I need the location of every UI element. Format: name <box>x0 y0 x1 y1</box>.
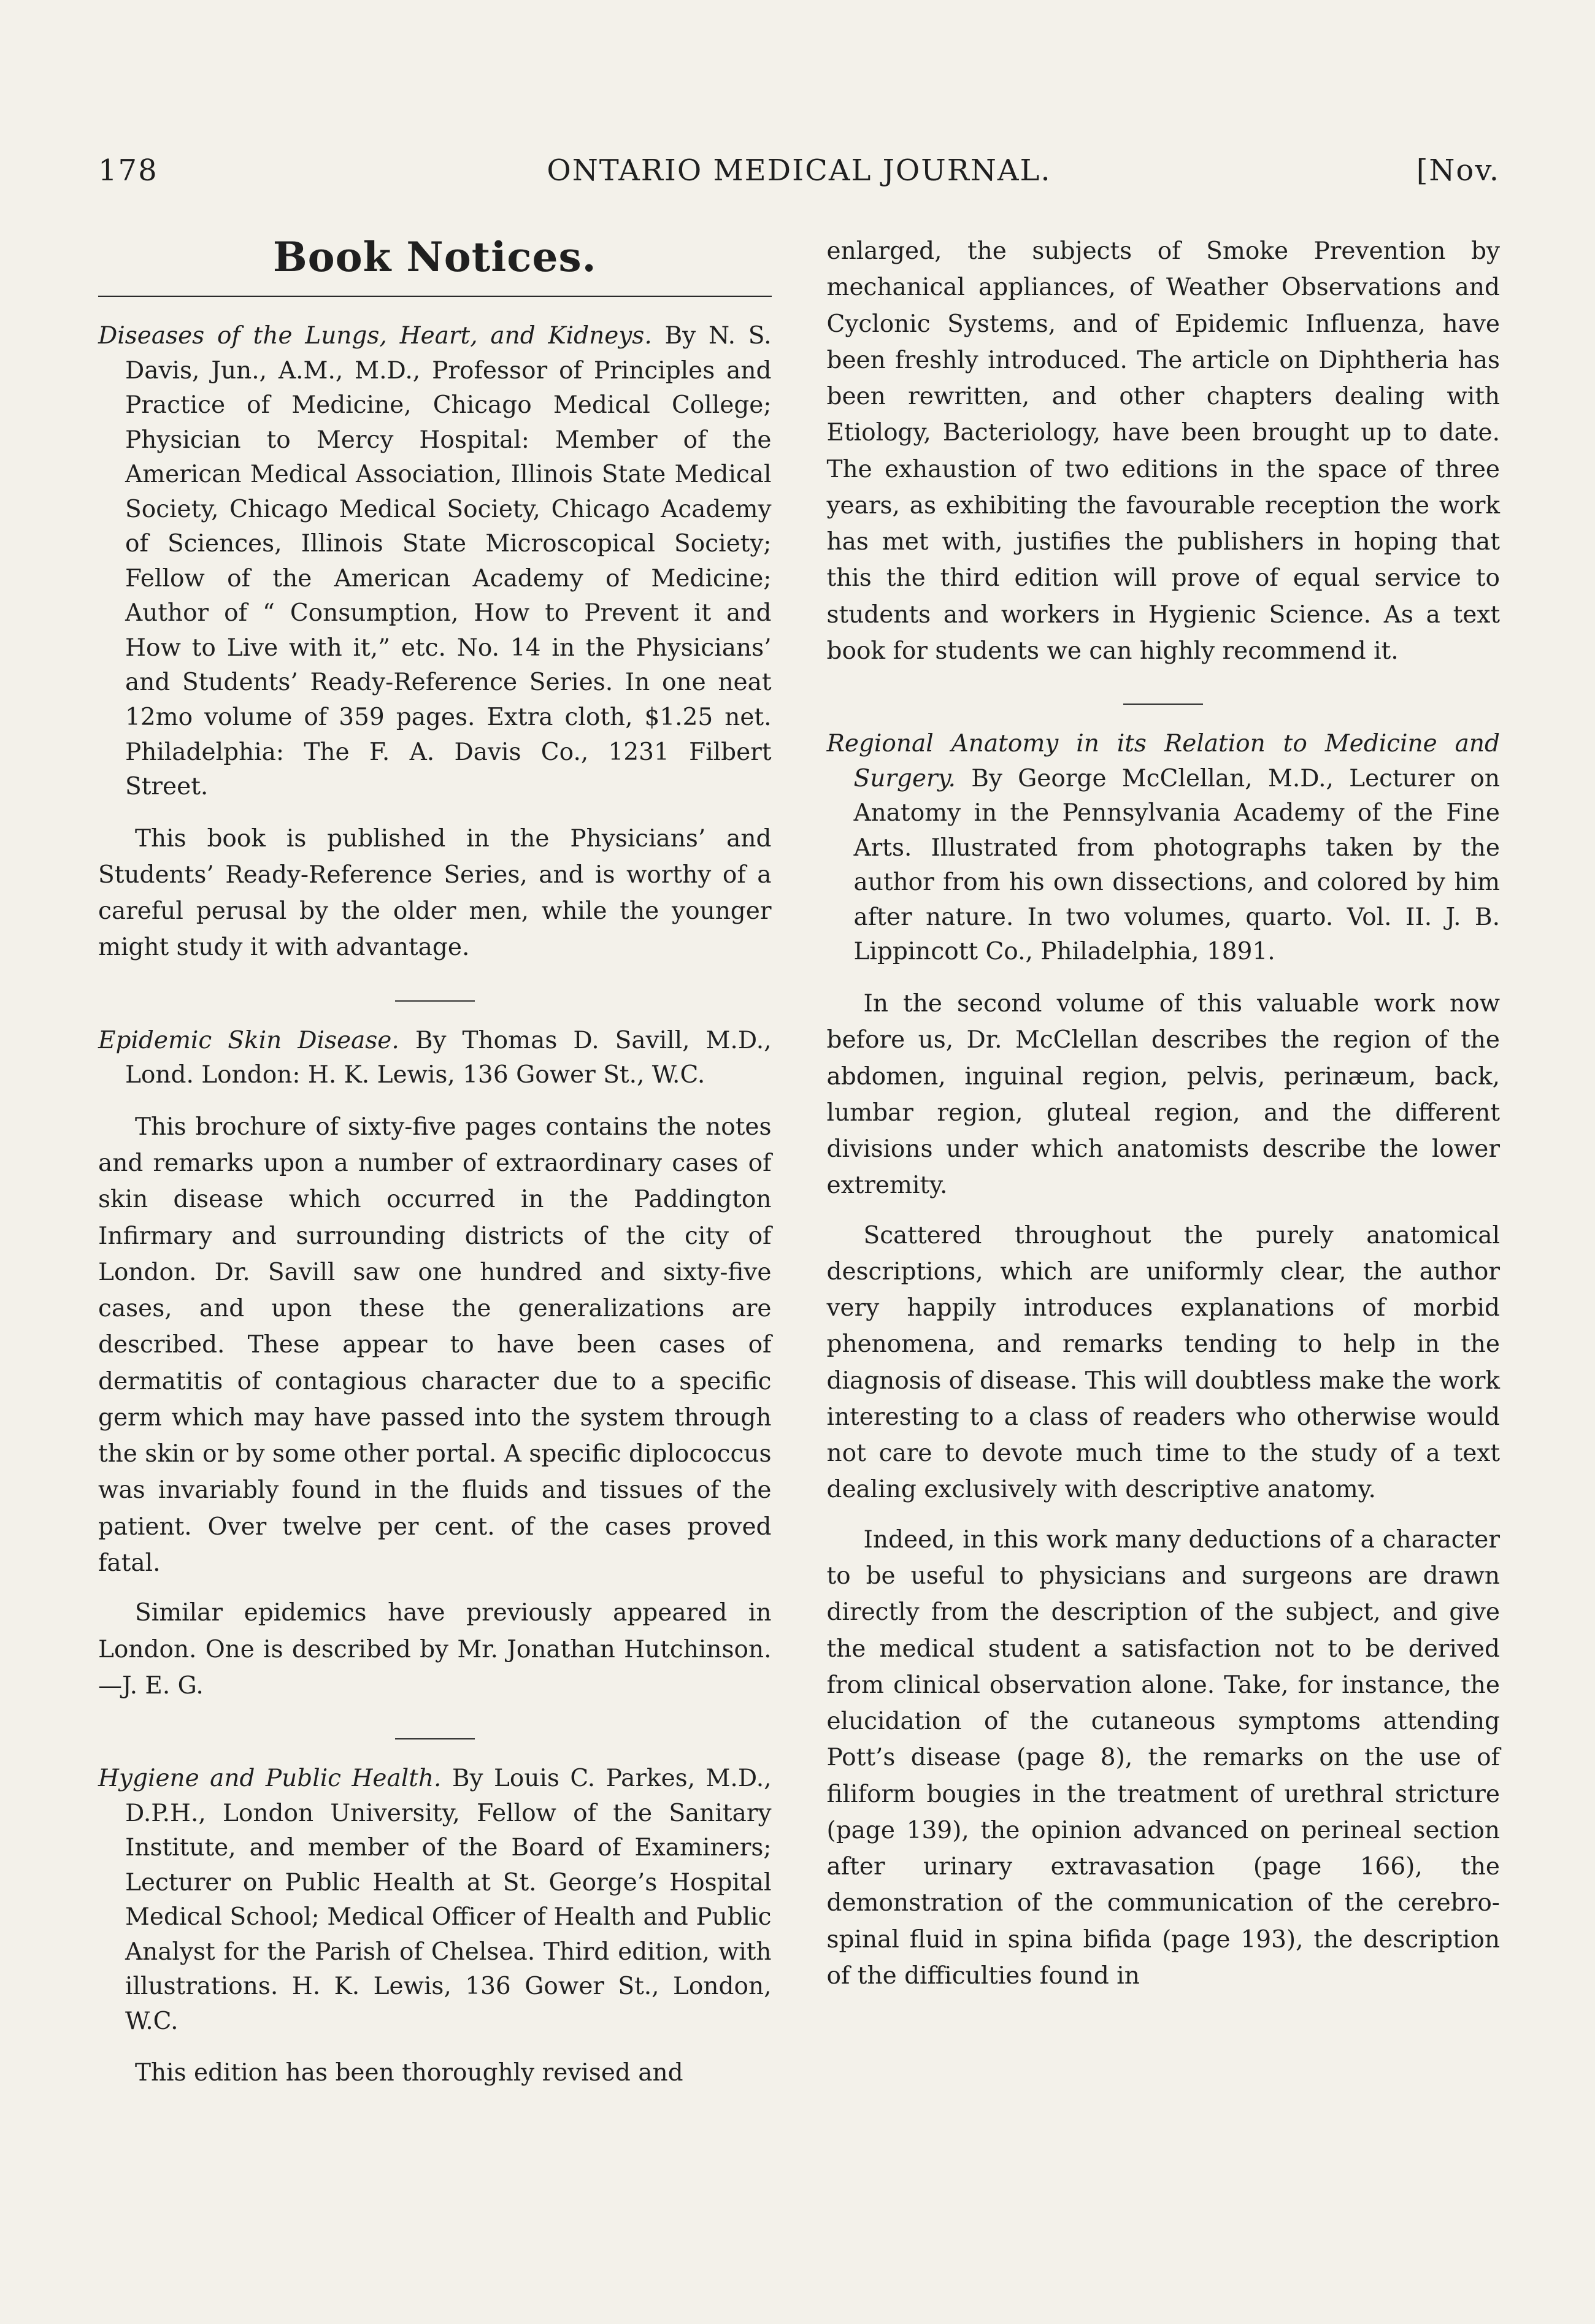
page-number: 178 <box>98 153 158 188</box>
book-head <box>98 319 772 805</box>
book-title: Regional Anatomy in its Relation to Medicine and Surgery. <box>826 730 1500 792</box>
book-review-paragraph: Scattered throughout the purely anatomical descriptions, which are uniformly clear, the author very happily introduces explanations of morbid phenomena, and remarks tending to help in the diagnosis of disease. This will doubtless make the work interesting to a class of readers who otherwise would not care to devote much time to the study of a text dealing exclusively with descriptive anatomy. <box>826 1221 1500 1504</box>
book-title: Epidemic Skin Disease. <box>98 1026 399 1054</box>
book-review-paragraph: This book is published in the Physicians’ and Students’ Ready-Reference Series, and is worthy of a careful perusal by the older men, while the younger might study it with advantage. <box>98 824 772 962</box>
right-column <box>827 233 1501 2105</box>
section-title: Book Notices. <box>272 233 597 281</box>
entry-separator <box>1123 704 1203 705</box>
book-head <box>98 1762 772 2039</box>
issue-label: [Nov. <box>1416 153 1500 188</box>
book-review-paragraph: In the second volume of this valuable work now before us, Dr. McClellan describes the region of the abdomen, inguinal region, pelvis, perinæum, back, lumbar region, gluteal region, and the different divisions under which anatomists describe the lower extremity. <box>826 990 1500 1200</box>
book-details: By Thomas D. Savill, M.D., Lond. London: H. K. Lewis, 136 Gower St., W.C. <box>125 1026 772 1089</box>
book-review-paragraph: This edition has been thoroughly revised and <box>135 2059 683 2087</box>
book-review-paragraph: Indeed, in this work many deductions of a character to be useful to physicians and surgeons are drawn directly from the description of the subject, and give the medical student a satisfaction not to be derived from clinical observation alone. Take, for instance, the elucidation of the cutaneous symptoms attending Pott’s disease (page 8), the remarks on the use of filiform bougies in the treatment of urethral stricture (page 139), the opinion advanced on perineal section after urinary extravasation (page 166), the demonstration of the communication of the cerebro-spinal fluid in spina bifida (page 193), the description of the difficulties found in <box>826 1525 1500 1990</box>
book-details: By Louis C. Parkes, M.D., D.P.H., London University, Fellow of the Sanitary Institute, and member of the Board of Examiners; Lecturer on Public Health at St. George’s Hospital Medical School; Medical Officer of Health and Public Analyst for the Parish of Chelsea. Third edition, with illustrations. H. K. Lewis, 136 Gower St., London, W.C. <box>125 1765 772 2035</box>
entry-separator <box>395 1738 475 1739</box>
two-column-layout <box>98 233 1500 2105</box>
book-head <box>827 727 1501 970</box>
book-head <box>98 1024 772 1093</box>
book-entry-4 <box>827 727 1501 1994</box>
book-entry-1 <box>98 319 772 966</box>
book-details: By N. S. Davis, Jun., A.M., M.D., Professor of Principles and Practice of Medicine, Chicago Medical College; Physician to Mercy Hospital: Member of the American Medical Association, Illinois State Medical Society, Chicago Medical Society, Chicago Academy of Sciences, Illinois State Microscopical Society; Fellow of the American Academy of Medicine; Author of “ Consumption, How to Prevent it and How to Live with it,” etc. No. 14 in the Physicians’ and Students’ Ready-Reference Series. In one neat 12mo volume of 359 pages. Extra cloth, $1.25 net. Philadelphia: The F. A. Davis Co., 1231 Filbert Street. <box>125 322 772 801</box>
running-header <box>98 153 1500 215</box>
book-entry-3 <box>98 1762 772 2092</box>
book-title: Hygiene and Public Health. <box>98 1765 442 1793</box>
section-title-rule <box>98 296 772 297</box>
entry-separator <box>395 1000 475 1002</box>
journal-title: ONTARIO MEDICAL JOURNAL. <box>547 153 1051 188</box>
book-title: Diseases of the Lungs, Heart, and Kidneys. <box>98 322 652 350</box>
left-column <box>98 233 772 2105</box>
book-review-paragraph: This brochure of sixty-five pages contains the notes and remarks upon a number of extraordinary cases of skin disease which occurred in the Paddington Infirmary and surrounding districts of the city of London. Dr. Savill saw one hundred and sixty-five cases, and upon these the generalizations are described. These appear to have been cases of dermatitis of contagious character due to a specific germ which may have passed into the system through the skin or by some other portal. A specific diplococcus was invariably found in the fluids and tissues of the patient. Over twelve per cent. of the cases proved fatal. <box>98 1113 772 1577</box>
book-details: By George McClellan, M.D., Lecturer on Anatomy in the Pennsylvania Academy of the Fine Arts. Illustrated from photographs taken by the author from his own dissections, and colored by him after nature. In two volumes, quarto. Vol. II. J. B. Lippincott Co., Philadelphia, 1891. <box>853 764 1500 966</box>
book-review-paragraph: Similar epidemics have previously appeared in London. One is described by Mr. Jonathan Hutchinson.—J. E. G. <box>98 1599 772 1700</box>
continued-review-paragraph: enlarged, the subjects of Smoke Prevention by mechanical appliances, of Weather Observations and Cyclonic Systems, and of Epidemic Influenza, have been freshly introduced. The article on Diphtheria has been rewritten, and other chapters dealing with Etiology, Bacteriology, have been brought up to date. The exhaustion of two editions in the space of three years, as exhibiting the favourable reception the work has met with, justifies the publishers in hoping that this the third edition will prove of equal service to students and workers in Hygienic Science. As a text book for students we can highly recommend it. <box>826 237 1500 665</box>
book-entry-2 <box>98 1024 772 1704</box>
